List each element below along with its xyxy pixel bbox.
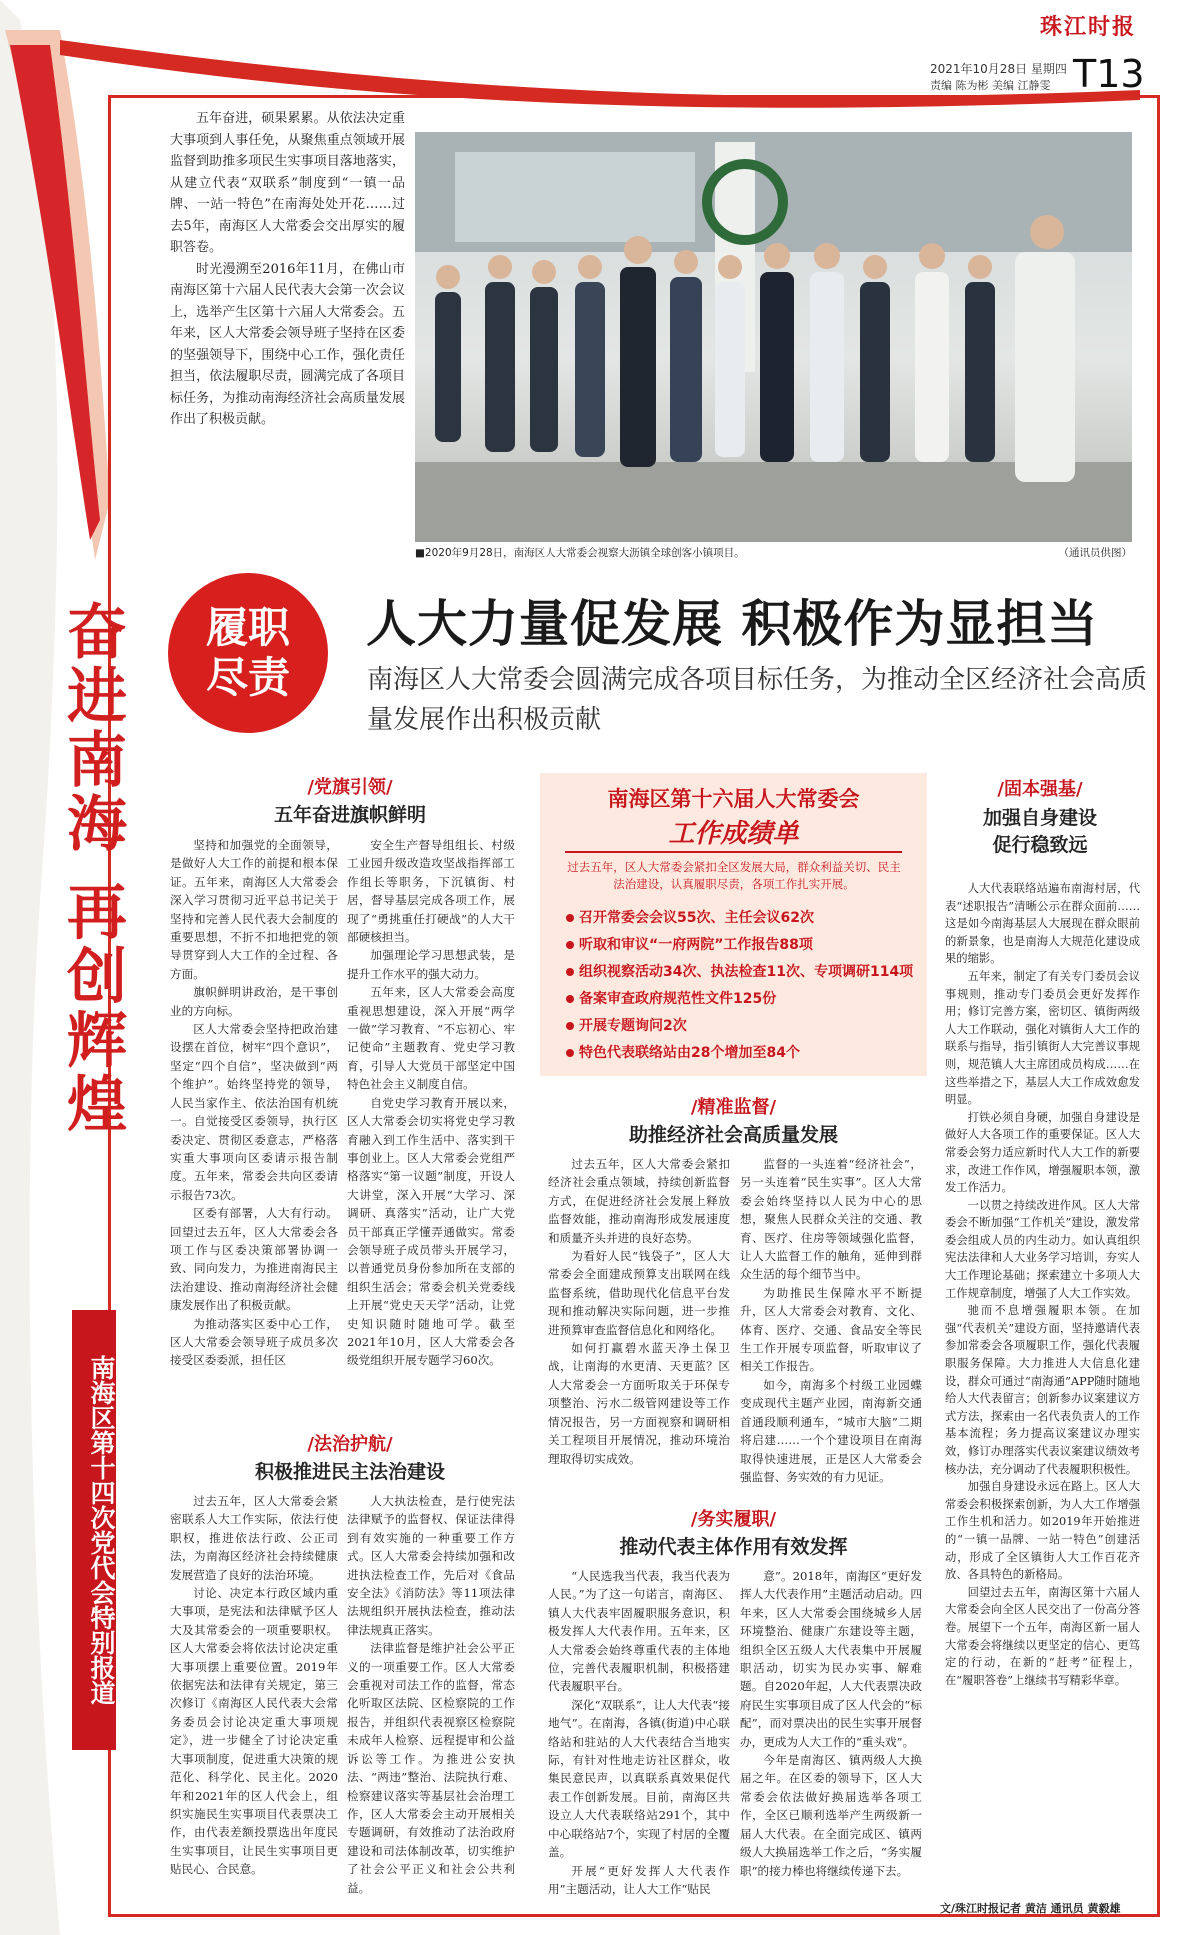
paragraph: 人大执法检查，是行使宪法法律赋予的监督权、保证法律得到有效实施的一种重要工作方式。区人大常委会持续加强和改进执法检查工作，先后对《食品安全法》《消防法》等11项法律法规组织开展执法检查，推动法律法规真正落实。 bbox=[347, 1494, 515, 1637]
paragraph: 一以贯之持续改进作风。区人大常委会不断加强“工作机关”建设，激发常委会组成人员的内生动力。如认真组织宪法法律和人大业务学习培训，夯实人大工作理论基础；探索建立十多项人大工作规章制度，增强了人大工作实效。 bbox=[945, 1198, 1140, 1300]
results-item: 备案审查政府规范性文件125份 bbox=[566, 986, 921, 1013]
section-column bbox=[170, 1492, 338, 1879]
paragraph: “人民选我当代表，我当代表为人民。”为了这一句诺言，南海区、镇人大代表牢固履职服务意识，积极发挥人大代表作用。五年来，区人大常委会始终尊重代表的主体地位，完善代表履职机制，积极搭建代表履职平台。 bbox=[548, 1569, 730, 1694]
section-column bbox=[740, 1567, 922, 1880]
section-kicker: /精准监督/ bbox=[690, 1097, 777, 1118]
intro-text bbox=[170, 108, 405, 431]
issue-date: 2021年10月28日 星期四 bbox=[930, 62, 1067, 76]
bullet-dot-icon bbox=[566, 1022, 574, 1030]
results-subtitle: 工作成绩单 bbox=[668, 819, 799, 849]
inspection-photo bbox=[415, 132, 1132, 542]
paragraph: 加强理论学习思想武装，是提升工作水平的强大动力。 bbox=[347, 948, 515, 981]
results-item: 听取和审议“一府两院”工作报告88项 bbox=[566, 932, 921, 959]
main-headline: 人大力量促发展 积极作为显担当 bbox=[366, 594, 1099, 653]
paragraph: 过去五年，区人大常委会紧扣经济社会重点领域，持续创新监督方式，在促进经济社会发展上释放监督效能，推动南海形成发展速度和质量齐头并进的良好态势。 bbox=[548, 1157, 730, 1245]
photo-caption bbox=[415, 545, 1132, 560]
paragraph: 开展“更好发挥人大代表作用”主题活动，让人大工作“贴民 bbox=[548, 1863, 730, 1896]
paragraph: 五年来，制定了有关专门委员会议事规则，推动专门委员会更好发挥作用；修订完善方案，密切区、镇街两级人大工作联动，强化对镇街人大工作的联系与指导，指引镇街人大完善议事规则，规范镇人大主席团成员构成……在这些举措之下，基层人大工作成效愈发明显。 bbox=[945, 969, 1140, 1107]
section-title: 推动代表主体作用有效发挥 bbox=[619, 1536, 848, 1558]
badge-line: 尽责 bbox=[205, 653, 290, 702]
paragraph: 深化“双联系”，让人大代表“接地气”。在南海，各镇(街道)中心联络站和驻站的人大代表结合当地实际，有针对性地走访社区群众，收集民意民声，以真联系真效果促代表工作创新发展。目前，南海区共设立人大代表联络站291个，其中中心联络站7个，实现了村居的全覆盖。 bbox=[548, 1697, 730, 1860]
side-slogan: 奋进南海 再创辉煌 bbox=[57, 600, 127, 1137]
bullet-dot-icon bbox=[566, 914, 574, 922]
section-kicker: /法治护航/ bbox=[307, 1434, 393, 1455]
bullet-dot-icon bbox=[566, 1049, 574, 1057]
photo-credit: （通讯员供图） bbox=[1058, 547, 1132, 559]
section-title: 助推经济社会高质量发展 bbox=[628, 1124, 838, 1146]
section-column bbox=[548, 1155, 730, 1468]
paragraph: 为助推民生保障水平不断提升，区人大常委会对教育、文化、体育、医疗、交通、食品安全等民生工作开展专项监督，听取审议了相关工作报告。 bbox=[740, 1285, 922, 1374]
results-item: 组织视察活动34次、执法检查11次、专项调研114项 bbox=[566, 959, 921, 986]
results-item: 召开常委会会议55次、主任会议62次 bbox=[566, 905, 921, 932]
divider bbox=[565, 851, 902, 853]
results-item: 开展专题询问2次 bbox=[566, 1013, 921, 1040]
paragraph: 监督的一头连着“经济社会”，另一头连着“民生实事”。区人大常委会始终坚持以人民为中心的思想，聚焦人民群众关注的交通、教育、医疗、住房等领域强化监督，让人大监督工作的触角，延伸到群众生活的每个细节当中。 bbox=[740, 1157, 922, 1282]
paragraph: 为看好人民“钱袋子”，区人大常委会全面建成预算支出联网在线监督系统，借助现代化信息平台发现和推动解决实际问题，进一步推进预算审查监督信息化和网络化。 bbox=[548, 1249, 730, 1337]
results-intro: 过去五年，区人大常委会紧扣全区发展大局，群众利益关切、民主法治建设，认真履职尽责，各项工作扎实开展。 bbox=[567, 860, 901, 891]
section-title: 促行稳致远 bbox=[992, 834, 1088, 856]
special-report-banner: 南海区第十四次党代会特别报道 bbox=[72, 1310, 116, 1750]
paragraph: 五年来，区人大常委会高度重视思想建设，深入开展“两学一做”学习教育、“不忘初心、牢记使命”主题教育、党史学习教育，引导人大党员干部坚定中国特色社会主义制度自信。 bbox=[347, 985, 515, 1092]
section-column bbox=[347, 1492, 515, 1897]
section-column bbox=[945, 880, 1140, 1689]
page-number: T13 bbox=[1073, 52, 1145, 96]
paragraph: 过去五年，区人大常委会紧密联系人大工作实际，依法行使职权，推进依法行政、公正司法，为南海区经济社会持续健康发展营造了良好的法治环境。 bbox=[170, 1494, 338, 1582]
bullet-dot-icon bbox=[566, 995, 574, 1003]
paragraph: 如今，南海多个村级工业园蝶变成现代主题产业园，南海新交通首通段顺利通车，“城市大脑”二期将启建……一个个建设项目在南海取得快速进展，正是区人大常委会强监督、务实效的有力见证。 bbox=[740, 1377, 922, 1484]
paragraph: 自党史学习教育开展以来，区人大常委会切实将党史学习教育融入到工作生活中、落实到干事创业上。区人大常委会党组严格落实“第一议题”制度，开设人大讲堂，深入开展“大学习、深调研、真落实”活动，让广大党员干部真正学懂弄通做实。常委会领导班子成员带头开展学习，以普通党员身份参加所在支部的组织生活会；常委会机关党委线上开展“党史天天学”活动，让党史知识随时随地可学。截至2021年10月，区人大常委会各级党组织开展专题学习60次。 bbox=[347, 1095, 515, 1368]
editors-line: 责编 陈为彬 美编 江静雯 bbox=[930, 79, 1051, 92]
paragraph: 人大代表联络站遍布南海村居，代表“述职报告”清晰公示在群众面前……这是如今南海基层人大展现在群众眼前的新景象，也是南海人大规范化建设成果的缩影。 bbox=[945, 882, 1140, 966]
intro-paragraph: 时光漫溯至2016年11月，在佛山市南海区第十六届人民代表大会第一次会议上，选举产生区第十六届人大常委会。五年来，区人大常委会领导班子坚持在区委的坚强领导下，围绕中心工作，强化责任担当，依法履职尽责，圆满完成了各项目标任务，为推动南海经济社会高质量发展作出了积极贡献。 bbox=[170, 261, 405, 427]
intro-paragraph: 五年奋进，硕果累累。从依法决定重大事项到人事任免，从聚焦重点领域开展监督到助推多项民生实事项目落地落实，从建立代表“双联系”制度到“一镇一品牌、一站一特色”在南海处处开花……过去5年，南海区人大常委会交出厚实的履职答卷。 bbox=[170, 111, 405, 255]
column-badge bbox=[168, 573, 328, 733]
paragraph: 安全生产督导组组长、村级工业园升级改造攻坚战指挥部工作组长等职务，下沉镇街、村居，督导基层完成各项工作，展现了“勇挑重任打硬战”的人大干部硬核担当。 bbox=[347, 838, 515, 945]
paragraph: 旗帜鲜明讲政治，是干事创业的方向标。 bbox=[170, 985, 338, 1018]
paragraph: 区人大常委会坚持把政治建设摆在首位，树牢“四个意识”，坚定“四个自信”，坚决做到“两个维护”。始终坚持党的领导，人民当家作主、依法治国有机统一。自觉接受区委领导，执行区委决定、贯彻区委意志，严格落实重大事项向区委请示报告制度。五年来，常委会共向区委请示报告73次。 bbox=[170, 1022, 338, 1202]
section-kicker: /党旗引领/ bbox=[307, 777, 393, 798]
results-list bbox=[566, 905, 921, 1067]
section-column bbox=[347, 836, 515, 1370]
paragraph: 法律监督是维护社会公平正义的一项重要工作。区人大常委会重视对司法工作的监督，常态化听取区法院、区检察院的工作报告，并组织代表视察区检察院未成年人检察、远程提审和公益诉讼等工作。为推进公安执法、“两违”整治、法院执行难、检察建议落实等基层社会治理工作，区人大常委会主动开展相关专题调研，有效推动了法治政府建设和司法体制改革，切实维护了社会公平正义和社会公共利益。 bbox=[347, 1641, 515, 1895]
section-title: 积极推进民主法治建设 bbox=[254, 1461, 445, 1483]
byline: 文/珠江时报记者 黄洁 通讯员 黄毅雄 bbox=[940, 1902, 1121, 1915]
section-title: 加强自身建设 bbox=[982, 807, 1097, 829]
sub-headline: 南海区人大常委会圆满完成各项目标任务，为推动全区经济社会高质量发展作出积极贡献 bbox=[367, 665, 1148, 735]
paragraph: 驰而不息增强履职本领。在加强“代表机关”建设方面，坚持邀请代表参加常委会各项履职工作，强化代表履职服务保障。大力推进人大信息化建设，群众可通过“南海通”APP随时随地给人大代表留言；创新参办议案建议方式方法，探索由一名代表负责人的工作基本流程；务力提高议案建议办理实效，修订办理落实代表议案建议绩效考核办法，充分调动了代表履职积极性。 bbox=[945, 1304, 1140, 1476]
section-column bbox=[548, 1567, 730, 1898]
paragraph: 回望过去五年，南海区第十六届人大常委会向全区人民交出了一份高分答卷。展望下一个五年，南海区新一届人大常委会将继续以更坚定的信心、更笃定的行动，在新的“赶考”征程上，在“履职答卷”上继续书写精彩华章。 bbox=[945, 1585, 1140, 1687]
section-kicker: /固本强基/ bbox=[997, 779, 1083, 800]
section-column bbox=[740, 1155, 922, 1486]
badge-line: 履职 bbox=[205, 603, 290, 652]
section-title: 五年奋进旗帜鲜明 bbox=[273, 804, 426, 826]
paragraph: 讨论、决定本行政区域内重大事项，是宪法和法律赋予区人大及其常委会的一项重要职权。区人大常委会将依法讨论决定重大事项摆上重要位置。2019年依据宪法和法律有关规定，第三次修订《南海区人民代表大会常务委员会讨论决定重大事项规定》，进一步健全了讨论决定重大事项制度，促进重大决策的规范化、科学化、民主化。2020年和2021年的区人代会上，组织实施民生实事项目代表票决工作，由代表差额投票选出年度民生实事项目，让民生实事项目更贴民心、合民意。 bbox=[170, 1586, 338, 1877]
paragraph: 坚持和加强党的全面领导，是做好人大工作的前提和根本保证。五年来，南海区人大常委会深入学习贯彻习近平总书记关于坚持和完善人民代表大会制度的重要思想，不折不扣地把党的领导贯穿到人大工作的全过程、各方面。 bbox=[170, 838, 338, 981]
paragraph: 为推动落实区委中心工作，区人大常委会领导班子成员多次接受区委委派，担任区 bbox=[170, 1316, 338, 1368]
paragraph: 打铁必须自身硬，加强自身建设是做好人大各项工作的重要保证。区人大常委会努力适应新时代人大工作的新要求，改进工作作风，增强履职本领，激发工作活力。 bbox=[945, 1110, 1140, 1195]
paragraph: 区委有部署，人大有行动。回望过去五年，区人大常委会各项工作与区委决策部署协调一致、同向发力，为推进南海民主法治建设、推动南海经济社会健康发展作出了积极贡献。 bbox=[170, 1206, 338, 1313]
caption-text: ■2020年9月28日，南海区人大常委会视察大沥镇全球创客小镇项目。 bbox=[415, 547, 745, 559]
bullet-dot-icon bbox=[566, 968, 574, 976]
results-title: 南海区第十六届人大常委会 bbox=[607, 786, 860, 811]
paragraph: 如何打赢碧水蓝天净土保卫战，让南海的水更清、天更蓝？区人大常委会一方面听取关于环保专项整治、污水二级管网建设等工作情况报告，另一方面视察和调研相关工程项目开展情况，推动环境治理取得切实成效。 bbox=[548, 1341, 730, 1466]
results-item: 特色代表联络站由28个增加至84个 bbox=[566, 1040, 921, 1067]
bullet-dot-icon bbox=[566, 941, 574, 949]
paragraph: 加强自身建设永远在路上。区人大常委会积极探索创新，为人大工作增强工作生机和活力。如2019年开始推进的“一镇一品牌、一站一特色”创建活动，形成了全区镇街人大工作百花齐放、各具特色的新格局。 bbox=[945, 1480, 1140, 1582]
masthead-logo: 珠江时报 bbox=[1040, 15, 1137, 40]
paragraph: 今年是南海区、镇两级人大换届之年。在区委的领导下，区人大常委会依法做好换届选举各项工作，全区已顺利选举产生两级新一届人大代表。在全面完成区、镇两级人大换届选举工作之后，“务实履职”的接力棒也将继续传递下去。 bbox=[740, 1753, 922, 1878]
section-kicker: /务实履职/ bbox=[690, 1509, 777, 1530]
section-column bbox=[170, 836, 338, 1370]
paragraph: 意”。2018年，南海区“更好发挥人大代表作用”主题活动启动。四年来，区人大常委会围绕城乡人居环境整治、健康广东建设等主题，组织全区五级人大代表集中开展履职活动，切实为民办实事、解难题。自2020年起，人大代表票决政府民生实事项目成了区人代会的“标配”，而对票决出的民生实事开展督办，更成为人大工作的“重头戏”。 bbox=[740, 1569, 922, 1749]
work-results-box bbox=[540, 773, 927, 1076]
